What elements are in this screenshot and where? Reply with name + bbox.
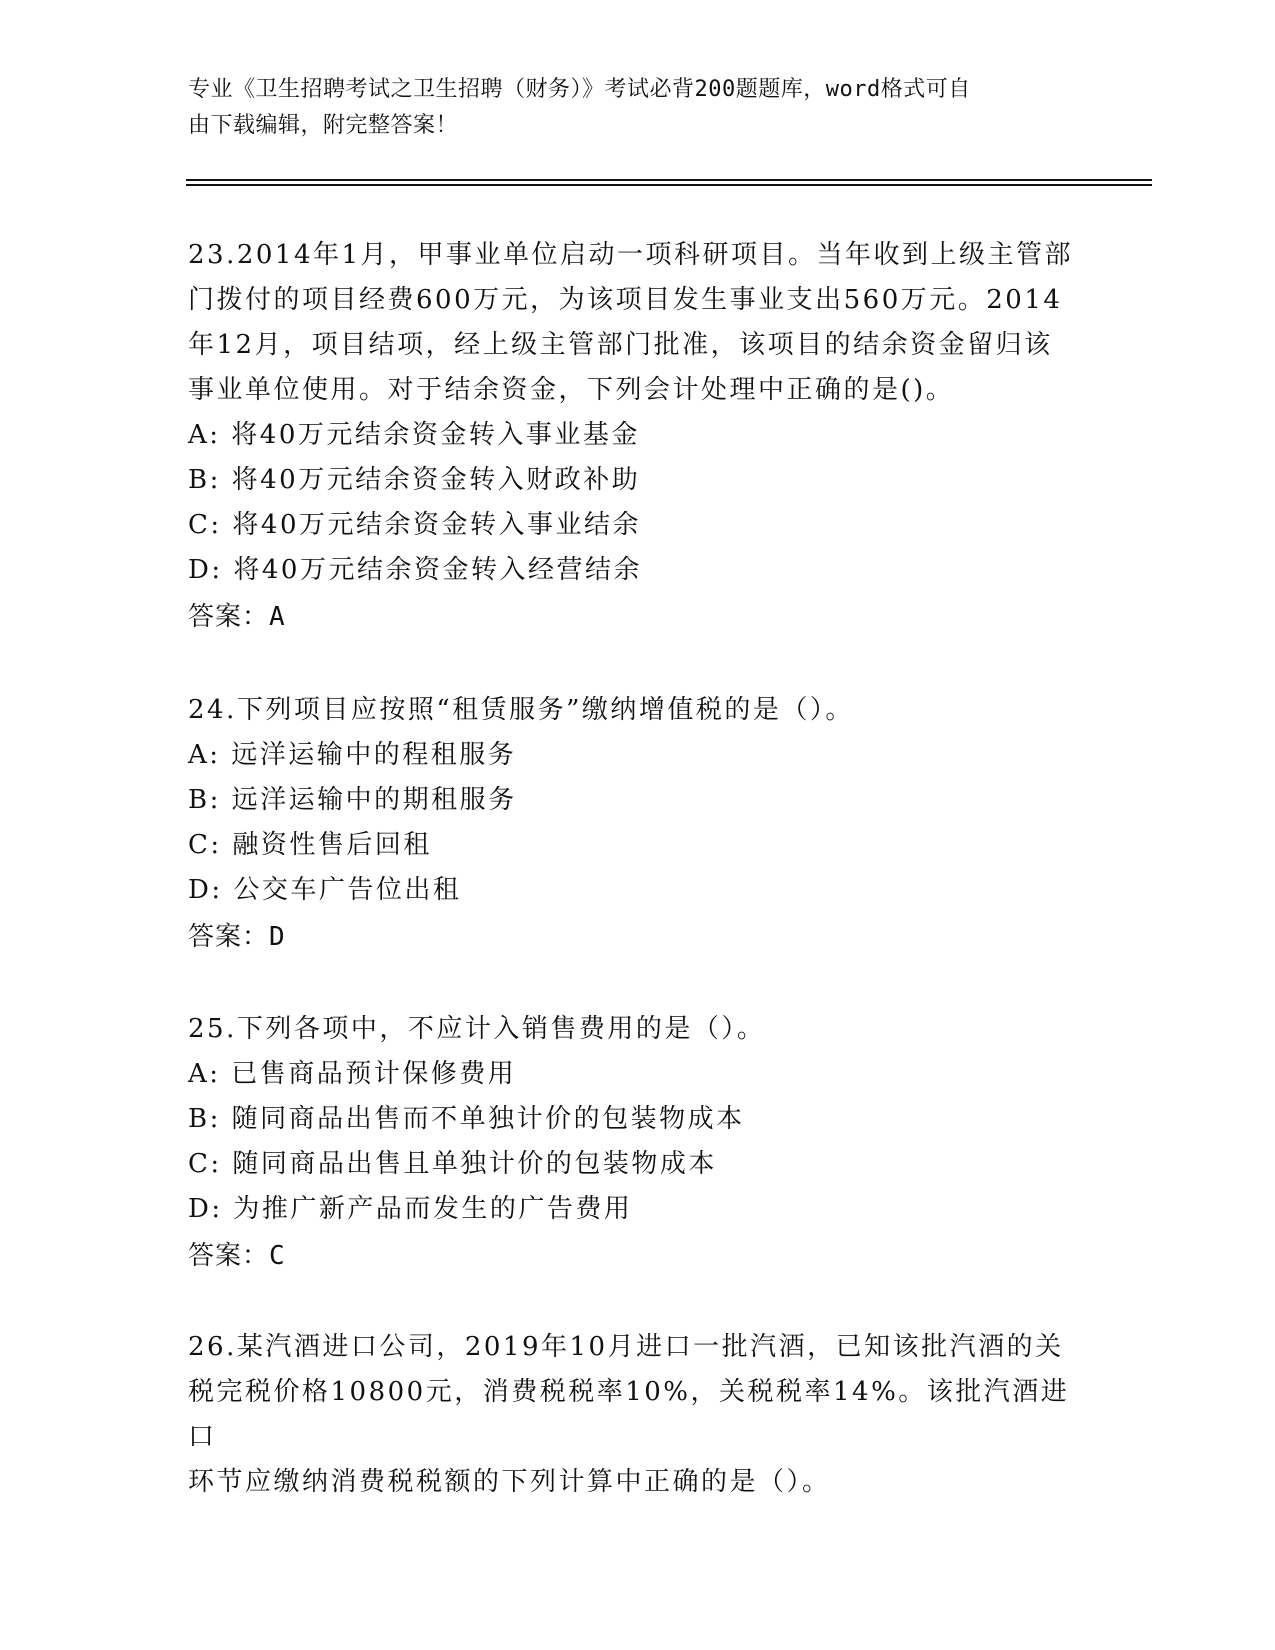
question-24 [188,688,1088,961]
question-26 [188,1325,1088,1505]
question-stem-line: 24.下列项目应按照“租赁服务”缴纳增值税的是（）。 [188,695,854,725]
option-a: A: 远洋运输中的程租服务 [188,740,517,770]
document-header [188,72,1088,144]
question-25 [188,1007,1088,1280]
question-stem-line: 门拨付的项目经费600万元，为该项目发生事业支出560万元。2014 [188,285,1063,315]
header-divider-top [186,179,1152,181]
question-stem-line: 环节应缴纳消费税税额的下列计算中正确的是（）。 [188,1467,831,1497]
question-stem-line: 23.2014年1月，甲事业单位启动一项科研项目。当年收到上级主管部 [188,240,1074,270]
question-stem-line: 事业单位使用。对于结余资金，下列会计处理中正确的是()。 [188,375,955,405]
option-d: D: 将40万元结余资金转入经营结余 [188,555,642,585]
header-line-2: 由下载编辑，附完整答案！ [188,113,459,138]
header-divider-bottom [186,184,1152,186]
question-23 [188,233,1088,641]
option-c: C: 融资性售后回租 [188,830,432,860]
answer-label: 答案： [188,922,270,952]
question-stem-line: 税完税价格10800元，消费税税率10%，关税税率14%。该批汽酒进口 [188,1377,1070,1452]
option-b: B: 将40万元结余资金转入财政补助 [188,465,641,495]
option-d: D: 公交车广告位出租 [188,875,462,905]
answer-label: 答案： [188,1241,270,1271]
question-stem-line: 年12月，项目结项，经上级主管部门批准，该项目的结余资金留归该 [188,330,1053,360]
option-b: B: 远洋运输中的期租服务 [188,785,517,815]
option-d: D: 为推广新产品而发生的广告费用 [188,1194,633,1224]
question-stem-line: 25.下列各项中，不应计入销售费用的是（）。 [188,1014,766,1044]
answer-value: C [269,1241,286,1271]
option-a: A: 已售商品预计保修费用 [188,1059,517,1089]
answer-line [188,1232,1088,1280]
answer-line [188,913,1088,961]
option-c: C: 将40万元结余资金转入事业结余 [188,510,642,540]
option-c: C: 随同商品出售且单独计价的包装物成本 [188,1149,717,1179]
answer-label: 答案： [188,602,270,632]
answer-value: D [269,922,286,952]
option-b: B: 随同商品出售而不单独计价的包装物成本 [188,1104,745,1134]
answer-line [188,593,1088,641]
option-a: A: 将40万元结余资金转入事业基金 [188,420,640,450]
header-line-1: 专业《卫生招聘考试之卫生招聘（财务）》考试必背200题题库，word格式可自 [188,77,971,102]
question-stem-line: 26.某汽酒进口公司，2019年10月进口一批汽酒，已知该批汽酒的关 [188,1332,1064,1362]
answer-value: A [269,602,286,632]
